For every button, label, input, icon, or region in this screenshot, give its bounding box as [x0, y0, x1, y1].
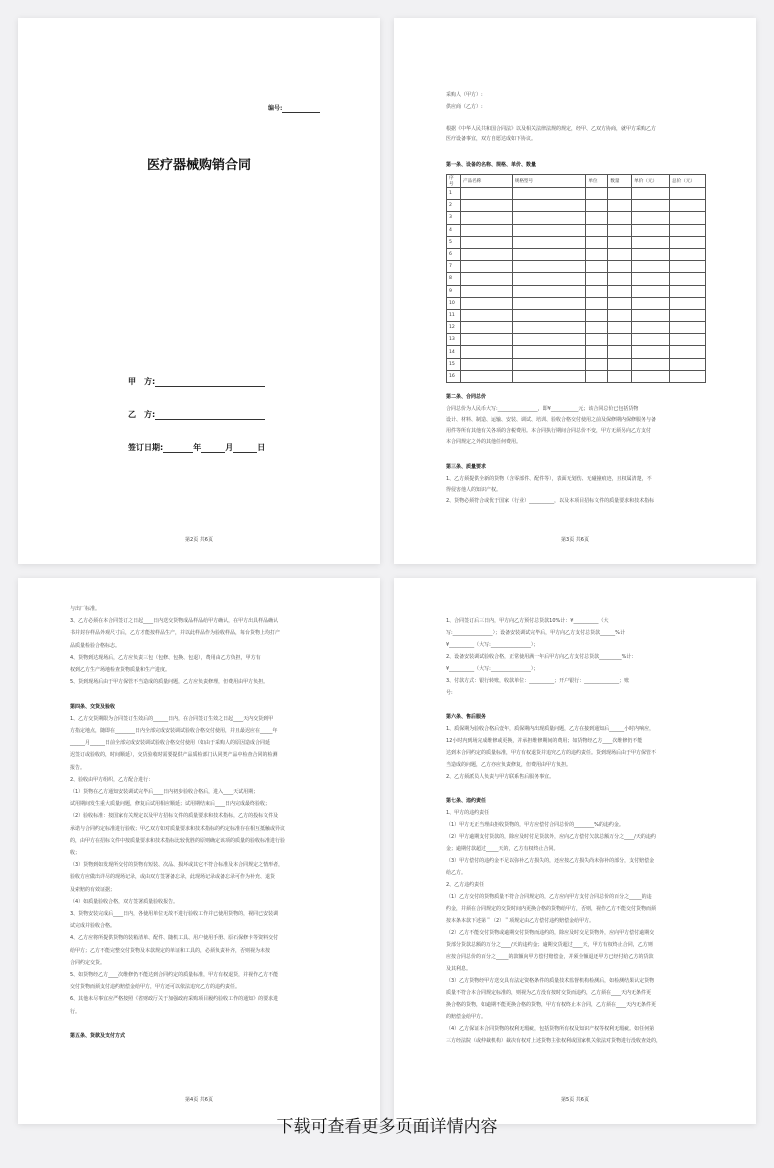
- table-cell: [632, 297, 670, 309]
- body-line: （2）甲方逾期支付货款的，除应及时付足货款外，应向乙方偿付欠款总额万分之____/天的违约: [446, 834, 656, 840]
- row-index-cell: 4: [447, 224, 461, 236]
- table-header-row: [447, 175, 706, 188]
- table-cell: [586, 285, 608, 297]
- table-cell: [608, 224, 632, 236]
- table-cell: [586, 224, 608, 236]
- col-header: 规格型号: [512, 175, 586, 188]
- table-cell: [512, 261, 586, 273]
- table-cell: [586, 334, 608, 346]
- table-row: [447, 188, 706, 200]
- col-header: 数量: [608, 175, 632, 188]
- table-cell: [670, 370, 706, 382]
- table-cell: [460, 309, 512, 321]
- body-line: 书并封存样品外观尺寸后，乙方才能按样品生产，并以此样品作为验收样品，每台货物上均打产: [70, 630, 281, 637]
- body-line: （3）甲方偿付的违约金不足以弥补乙方损失的，还应按乙方损失尚未弥补的部分，支付赔偿金: [446, 858, 655, 864]
- table-cell: [586, 358, 608, 370]
- table-cell: [632, 358, 670, 370]
- table-cell: [460, 188, 512, 200]
- row-index-cell: 11: [447, 309, 461, 321]
- table-cell: [632, 212, 670, 224]
- table-cell: [670, 309, 706, 321]
- row-index-cell: 14: [447, 346, 461, 358]
- row-index-cell: 7: [447, 261, 461, 273]
- table-cell: [608, 370, 632, 382]
- table-row: [447, 236, 706, 248]
- table-cell: [670, 322, 706, 334]
- table-cell: [512, 285, 586, 297]
- table-cell: [632, 236, 670, 248]
- table-row: [447, 285, 706, 297]
- body-line: 1、质保期为验收合格后壹年，质保期内出现质量问题，乙方在接到通知后______小时内响应，: [446, 726, 655, 732]
- table-cell: [670, 273, 706, 285]
- table-cell: [632, 224, 670, 236]
- table-cell: [586, 200, 608, 212]
- section-heading: 第四条、交货及验收: [70, 703, 116, 710]
- body-line: 试完成并验收合格。: [70, 923, 116, 930]
- table-cell: [608, 285, 632, 297]
- body-line: 按本条本款下述第＂（2）＂项规定由乙方偿付违约赔偿金给甲方。: [446, 918, 595, 924]
- table-cell: [512, 273, 586, 285]
- table-cell: [608, 297, 632, 309]
- row-index-cell: 16: [447, 370, 461, 382]
- table-cell: [632, 285, 670, 297]
- table-cell: [670, 346, 706, 358]
- table-cell: [608, 200, 632, 212]
- body-line: （1）甲方无正当理由拒收货物的，甲方应偿付合同总价的________%的违约金。: [446, 822, 624, 828]
- table-cell: [632, 309, 670, 321]
- table-cell: [670, 358, 706, 370]
- intro-line-1: 根据《中华人民共和国合同法》以及相关法律法规的规定，经甲、乙双方协商，就甲方采购乙方: [446, 126, 657, 132]
- body-line: 货部分货款总额的万分之____/天的违约金；逾期交货超过____天，甲方有权终止合同，乙方则: [446, 942, 653, 948]
- body-line: 号:: [446, 690, 453, 696]
- body-line: （2）验收标准：按国家有关规定以及甲方招标文件的质量要求和技术指标，乙方的投标文件及: [70, 813, 279, 820]
- table-row: [447, 370, 706, 382]
- table-cell: [670, 212, 706, 224]
- table-cell: [512, 188, 586, 200]
- contract-title: 医疗器械购销合同: [146, 158, 251, 173]
- section-3-heading: 第三条、质量要求: [446, 464, 487, 470]
- table-cell: [512, 297, 586, 309]
- body-line: 交付货物而须支付违约赔偿金给甲方，甲方还可以依法追究乙方的违约责任。: [70, 984, 241, 991]
- table-cell: [512, 248, 586, 260]
- section-2-line: 用件等所有其他有关各项的含税费用。本合同执行期间合同总价不变，甲方无须另向乙方支付: [446, 428, 652, 434]
- party-b-field: 乙 方:: [128, 409, 265, 420]
- body-line: （1）乙方交付的货物质量不符合合同规定的，乙方应向甲方支付合同总价的百分之_____的违: [446, 894, 652, 900]
- table-cell: [460, 212, 512, 224]
- table-cell: [512, 212, 586, 224]
- body-line: 质量不符合本合同规定标准的，则视为乙方没有按时交货而违约，乙方须在____天内无条件更: [446, 990, 652, 996]
- body-line: 与出厂标准。: [70, 606, 101, 612]
- body-line: 当造成的问题，乙方亦应负责修复，但费用由甲方负担。: [446, 762, 572, 768]
- table-cell: [670, 285, 706, 297]
- table-cell: [608, 261, 632, 273]
- table-cell: [460, 358, 512, 370]
- table-cell: [460, 273, 512, 285]
- table-cell: [586, 188, 608, 200]
- table-cell: [608, 309, 632, 321]
- table-cell: [512, 309, 586, 321]
- body-line: 换合格的货物，如逾期不能更换合格的货物，甲方有权终止本合同，乙方须在____天内无条件更: [446, 1002, 657, 1008]
- body-line: 及其利息。: [446, 966, 472, 972]
- row-index-cell: 9: [447, 285, 461, 297]
- page-2: [394, 18, 756, 564]
- page-footer: 第3页 共6页: [561, 537, 589, 543]
- body-line: 给乙方。: [446, 870, 467, 876]
- table-cell: [512, 346, 586, 358]
- page-1-cover: [18, 18, 380, 564]
- body-line: ¥__________（大写:________________）；: [446, 642, 539, 648]
- table-cell: [460, 322, 512, 334]
- row-index-cell: 13: [447, 334, 461, 346]
- section-heading: 第七条、违约责任: [446, 798, 487, 804]
- table-cell: [460, 224, 512, 236]
- col-header: 序号: [447, 175, 461, 188]
- table-cell: [670, 297, 706, 309]
- body-line: 应按合同总价的百分之_____的款额向甲方偿付赔偿金，并须全额退还甲方已经付给乙方的货款: [446, 954, 654, 960]
- body-line: （1）货物在乙方通知安装调试完毕后____日内初步验收合格后，进入____天试用期；: [70, 789, 259, 795]
- table-row: [447, 224, 706, 236]
- table-cell: [460, 370, 512, 382]
- table-cell: [460, 200, 512, 212]
- row-index-cell: 10: [447, 297, 461, 309]
- body-line: 写:________________）；设备安装调试完毕后，甲方向乙方支付总货款______%计: [446, 630, 625, 636]
- table-cell: [670, 248, 706, 260]
- row-index-cell: 5: [447, 236, 461, 248]
- body-line: 及索赔的有效证据；: [70, 886, 116, 893]
- page-footer: 第2页 共6页: [185, 537, 213, 543]
- table-cell: [608, 236, 632, 248]
- buyer-label: 采购人（甲方）:: [446, 92, 483, 98]
- table-cell: [512, 322, 586, 334]
- table-cell: [512, 200, 586, 212]
- table-cell: [512, 236, 586, 248]
- table-cell: [670, 236, 706, 248]
- body-line: 收；: [70, 850, 81, 856]
- table-cell: [608, 322, 632, 334]
- section-2-line: 设计、材料、制造、运输、安装、调试、培训、验收合格交付使用之前及保修期内保修服务与备: [446, 417, 657, 423]
- body-line: 三方经法院（或仲裁机构）裁决有权对上述货物主张权利或国家机关依法对货物进行没收查处的，: [446, 1038, 662, 1044]
- body-line: 12小时内到场完成维修或更换，并承担维修期间的费用；如货物经乙方____次维修仍不能: [446, 738, 643, 744]
- body-line: 5、如货物经乙方____次维修仍不能达到合同约定的质量标准，甲方有权退货，并视作乙方不能: [70, 972, 279, 978]
- table-cell: [608, 273, 632, 285]
- row-index-cell: 15: [447, 358, 461, 370]
- table-row: [447, 248, 706, 260]
- body-line: 给甲方；乙方不能完整交付货物及本款规定的单证和工具的，必须负责补齐，否则视为未按: [70, 947, 271, 954]
- table-cell: [608, 248, 632, 260]
- table-cell: [670, 224, 706, 236]
- table-cell: [608, 212, 632, 224]
- body-line: （3）货物到如发现所交付的货物有短装、次品、损坏或其它不符合标准及本合同规定之情形者，: [70, 862, 284, 869]
- page-footer: 第5页 共6页: [561, 1097, 589, 1103]
- row-index-cell: 8: [447, 273, 461, 285]
- table-row: [447, 261, 706, 273]
- table-row: [447, 346, 706, 358]
- table-cell: [586, 322, 608, 334]
- col-header: 总价（元）: [670, 175, 706, 188]
- table-row: [447, 297, 706, 309]
- col-header: 产品名称: [460, 175, 512, 188]
- table-cell: [460, 297, 512, 309]
- body-line: 6、其他未尽事宜应严格按照《省财政厅关于加强政府采购项目履约验收工作的通知》的要求进: [70, 996, 279, 1003]
- table-row: [447, 212, 706, 224]
- body-line: （3）乙方货物经甲方送交具有法定资格条件的质量技术监督机构检测后，如检测结果认定货物: [446, 978, 655, 984]
- body-line: 承诺与合同约定标准进行验收；甲乙双方如对质量要求和技术指标的约定标准存在相互抵触或异议: [70, 825, 286, 832]
- body-line: 品质量检验合格标志。: [70, 642, 121, 649]
- row-index-cell: 1: [447, 188, 461, 200]
- col-header: 单价（元）: [632, 175, 670, 188]
- body-line: 5、货到现场后由于甲方保管不当造成的质量问题，乙方应负责修理，但费用由甲方负担。: [70, 679, 269, 686]
- table-cell: [460, 346, 512, 358]
- body-line: 4、乙方应将所提供货物的装箱清单、配件、随机工具、用户使用手册、原石保修卡等资料交付: [70, 935, 279, 942]
- section-heading: 第五条、货款及支付方式: [70, 1033, 126, 1039]
- section-heading: 第六条、售后服务: [446, 714, 487, 720]
- body-line: 3、乙方必须在本合同签订之日起____日内送交货物成品样品给甲方确认，在甲方出具样品确认: [70, 618, 279, 625]
- body-line: 合同约定交货。: [70, 959, 106, 966]
- body-line: 2、乙方须派员人负责与甲方联系售后服务事宜。: [446, 774, 555, 780]
- table-cell: [586, 261, 608, 273]
- equipment-table: [446, 174, 706, 383]
- body-line: 1、乙方交货期限为合同签订生效后的______日内，在合同签订生效之日起____天内交货到甲: [70, 715, 274, 722]
- table-cell: [670, 334, 706, 346]
- section-3-line: 2、货物必须符合或优于国家（行业）__________，以及本项目招标文件的质量要求和技术指标: [446, 498, 655, 504]
- table-cell: [632, 248, 670, 260]
- table-cell: [632, 261, 670, 273]
- table-cell: [632, 370, 670, 382]
- table-cell: [586, 297, 608, 309]
- table-cell: [608, 188, 632, 200]
- body-line: 2、乙方违约责任: [446, 882, 485, 888]
- col-header: 单位: [586, 175, 608, 188]
- supplier-label: 供应商（乙方）:: [446, 104, 483, 110]
- body-line: 试用期间发生重大质量问题，修复后试用相应顺延；试用期结束后____日内完成最终验收；: [70, 801, 271, 808]
- body-line: 报告。: [70, 764, 86, 771]
- body-line: 约金，并须在合同规定的交货时间内更换合格的货物给甲方，否则，视作乙方不能交付货物而须: [446, 906, 657, 912]
- table-cell: [670, 188, 706, 200]
- page-footer: 第4页 共6页: [185, 1097, 213, 1103]
- section-1-heading: 第一条、设备的名称、规格、单价、数量: [446, 162, 537, 168]
- table-cell: [670, 261, 706, 273]
- table-cell: [608, 358, 632, 370]
- body-line: 1、甲方的违约责任: [446, 810, 490, 816]
- body-line: 金；逾期付款超过_____天的，乙方有权终止合同。: [446, 846, 559, 852]
- table-cell: [670, 200, 706, 212]
- table-cell: [460, 236, 512, 248]
- body-line: 3、货物安装完成后____日内，各使用单位无故不进行验收工作并已使用货物的，视同已安装调: [70, 911, 279, 917]
- section-3-line: 1、乙方须提供全新的货物（含零部件、配件等），表面无划伤、无碰撞痕迹，且权属清楚，不: [446, 476, 652, 482]
- table-row: [447, 309, 706, 321]
- section-2-line: 合同总价为人民币大写:________________，即¥___________元；该合同总价已包括货物: [446, 406, 639, 412]
- table-row: [447, 273, 706, 285]
- table-cell: [608, 346, 632, 358]
- intro-line-2: 医疗设备事宜，双方自愿达成如下协议。: [446, 136, 537, 142]
- body-line: （4）乙方保证本合同货物的权利无瑕疵，包括货物所有权及知识产权等权利无瑕疵。如任何第: [446, 1026, 655, 1032]
- table-cell: [632, 346, 670, 358]
- table-row: [447, 334, 706, 346]
- row-index-cell: 2: [447, 200, 461, 212]
- section-3-line: 得侵害他人的知识产权。: [446, 487, 502, 493]
- body-line: 验收方应做出详尽的现场记录，或由双方签署备忘录，此现场记录或备忘录可作为补充、退货: [70, 874, 276, 881]
- party-a-field: 甲 方:: [128, 376, 265, 387]
- table-row: [447, 200, 706, 212]
- body-line: 方指定地点，随即在________日内全部完成安装调试验收合格交付使用，并且最迟应在_____年: [70, 728, 278, 734]
- body-line: 的赔偿金给甲方。: [446, 1014, 487, 1020]
- body-line: ______月______日前全部完成安装调试验收合格交付使用（如由于采购人的原因造成合同延: [70, 740, 271, 747]
- body-line: 2、验收由甲方组织，乙方配合进行：: [70, 776, 154, 783]
- table-cell: [460, 248, 512, 260]
- row-index-cell: 6: [447, 248, 461, 260]
- row-index-cell: 12: [447, 322, 461, 334]
- body-line: 4、货物到达现场后，乙方应负责三包（包修、包换、包退），费用由乙方负担，甲方有: [70, 654, 261, 661]
- table-cell: [586, 273, 608, 285]
- body-line: 达到本合同约定的质量标准，甲方有权退货并追究乙方的违约责任。货到现场后由于甲方保管不: [446, 750, 657, 756]
- body-line: 迟签订或验收的，时间顺延），交货验收时需要提供产品质检部门认同类产品中检查合同的检测: [70, 752, 278, 759]
- table-cell: [460, 261, 512, 273]
- table-cell: [512, 224, 586, 236]
- row-index-cell: 3: [447, 212, 461, 224]
- section-2-heading: 第二条、合同总价: [446, 394, 487, 400]
- body-line: （2）乙方不能交付货物或逾期交付货物而违约的，除应及时交足货物外，应向甲方偿付逾期交: [446, 930, 655, 936]
- table-cell: [632, 188, 670, 200]
- table-cell: [586, 212, 608, 224]
- table-row: [447, 358, 706, 370]
- table-cell: [460, 285, 512, 297]
- table-cell: [632, 322, 670, 334]
- sign-date-field: 签订日期: 年 月 日: [128, 443, 266, 452]
- table-cell: [586, 346, 608, 358]
- table-cell: [608, 334, 632, 346]
- table-cell: [512, 358, 586, 370]
- table-cell: [512, 370, 586, 382]
- table-cell: [632, 200, 670, 212]
- body-line: 权到乙方生产场地检查货物质量和生产进度。: [70, 667, 171, 673]
- table-row: [447, 322, 706, 334]
- table-cell: [586, 309, 608, 321]
- body-line: 3、付款方式：银行转账，收款单位：__________；开户银行：______________；账: [446, 678, 630, 684]
- page-4: [394, 578, 756, 1124]
- page-3: [18, 578, 380, 1124]
- table-cell: [586, 370, 608, 382]
- section-2-line: 本合同规定之外的其他任何费用。: [446, 439, 522, 445]
- body-line: ¥__________（大写:________________）；: [446, 666, 539, 672]
- table-cell: [586, 236, 608, 248]
- table-cell: [460, 334, 512, 346]
- body-line: （4）如质量验收合格，双方签署质量验收报告。: [70, 898, 179, 905]
- body-line: 2、设备安装调试验收合格，正常使用满一年后甲方向乙方支付总货款_________%计：: [446, 654, 637, 660]
- table-cell: [632, 334, 670, 346]
- body-line: 的，由甲方在招标文件中按质量要求和技术指标比较优胜的原则确定该项的质量的验收标准进行验: [70, 837, 286, 844]
- table-cell: [586, 248, 608, 260]
- body-line: 行。: [70, 1008, 81, 1015]
- body-line: 1、合同签订后三日内，甲方向乙方预付总货款10%计：¥__________（大: [446, 618, 609, 624]
- table-cell: [512, 334, 586, 346]
- table-cell: [632, 273, 670, 285]
- contract-number-label: 编号:: [268, 104, 320, 113]
- download-caption: 下载可查看更多页面详情内容: [276, 1117, 498, 1137]
